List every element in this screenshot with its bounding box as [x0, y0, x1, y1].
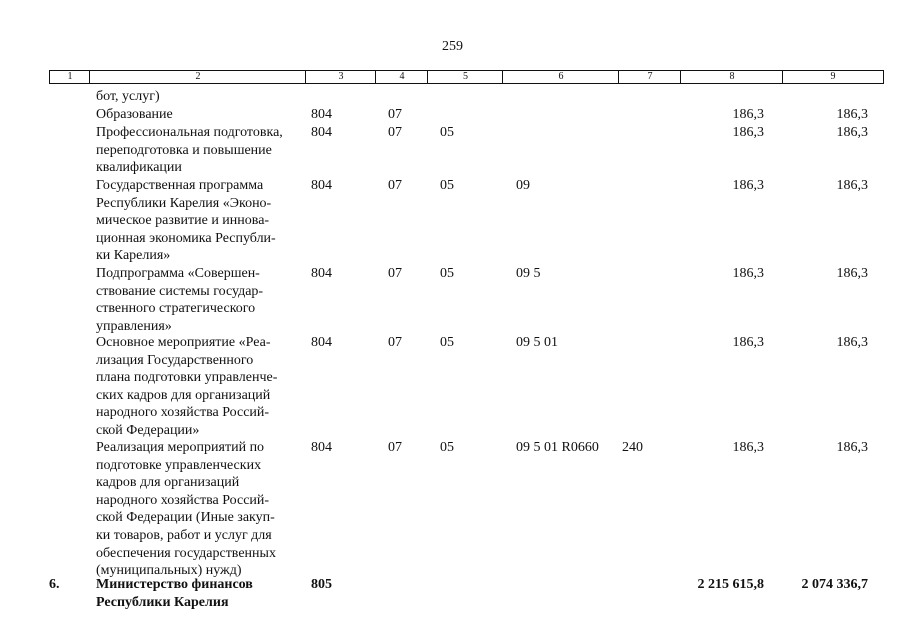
item-name-line: управления» — [96, 318, 172, 334]
row-number: 6. — [49, 577, 60, 592]
ministry-code: 804 — [311, 125, 332, 140]
item-name-line: народного хозяйства Россий- — [96, 405, 270, 421]
item-name-line: (муниципальных) нужд) — [96, 563, 242, 579]
subsection-code: 05 — [440, 178, 454, 193]
item-name — [96, 106, 306, 124]
ministry-code: 804 — [311, 178, 332, 193]
header-col-5: 5 — [427, 70, 503, 84]
ministry-code: 804 — [311, 107, 332, 122]
item-name-line: подготовке управленческих — [96, 457, 262, 473]
item-name — [96, 88, 306, 106]
header-col-4: 4 — [375, 70, 428, 84]
item-name-line: ки Карелия» — [96, 248, 171, 264]
item-name — [96, 576, 306, 611]
section-code: 07 — [388, 266, 402, 281]
amount-col-8: 186,3 — [732, 335, 764, 350]
amount-col-9: 186,3 — [836, 125, 868, 140]
ministry-code: 804 — [311, 266, 332, 281]
item-name — [96, 124, 306, 177]
subsection-code: 05 — [440, 440, 454, 455]
item-name-line: народного хозяйства Россий- — [96, 492, 270, 508]
amount-col-9: 186,3 — [836, 266, 868, 281]
section-code: 07 — [388, 335, 402, 350]
item-name-line: Подпрограмма «Совершен- — [96, 266, 260, 281]
header-col-8: 8 — [680, 70, 783, 84]
header-col-3: 3 — [305, 70, 376, 84]
header-col-2: 2 — [89, 70, 306, 84]
item-name-line: Основное мероприятие «Реа- — [96, 335, 271, 350]
section-code: 07 — [388, 125, 402, 140]
item-name-line: обеспечения государственных — [96, 545, 276, 561]
section-code: 07 — [388, 178, 402, 193]
ministry-code: 805 — [311, 577, 332, 592]
amount-col-8: 186,3 — [732, 125, 764, 140]
header-col-6: 6 — [502, 70, 619, 84]
page-number: 259 — [442, 39, 463, 54]
item-name-line: Государственная программа — [96, 178, 264, 193]
amount-col-8: 2 215 615,8 — [697, 577, 764, 592]
item-name-line: бот, услуг) — [96, 89, 160, 104]
table-header — [49, 70, 883, 84]
section-code: 07 — [388, 440, 402, 455]
item-name-line: ционная экономика Республи- — [96, 230, 276, 246]
amount-col-8: 186,3 — [732, 107, 764, 122]
amount-col-8: 186,3 — [732, 266, 764, 281]
ministry-code: 804 — [311, 440, 332, 455]
target-article-code: 09 5 — [516, 266, 541, 281]
item-name-line: ки товаров, работ и услуг для — [96, 527, 272, 543]
item-name — [96, 265, 306, 335]
amount-col-9: 186,3 — [836, 107, 868, 122]
item-name-line: Профессиональная подготовка, — [96, 125, 283, 140]
amount-col-9: 2 074 336,7 — [801, 577, 868, 592]
ministry-code: 804 — [311, 335, 332, 350]
subsection-code: 05 — [440, 335, 454, 350]
item-name-line: Республики Карелия «Эконо- — [96, 195, 272, 211]
amount-col-8: 186,3 — [732, 178, 764, 193]
subsection-code: 05 — [440, 125, 454, 140]
item-name-line: плана подготовки управленче- — [96, 370, 278, 386]
item-name-line: Республики Карелия — [96, 594, 229, 610]
item-name-line: лизация Государственного — [96, 352, 254, 368]
item-name-line: ской Федерации» — [96, 422, 200, 438]
item-name-line: Образование — [96, 107, 173, 122]
header-col-9: 9 — [782, 70, 884, 84]
target-article-code: 09 5 01 R0660 — [516, 440, 599, 455]
header-col-7: 7 — [618, 70, 681, 84]
target-article-code: 09 5 01 — [516, 335, 558, 350]
target-article-code: 09 — [516, 178, 530, 193]
item-name-line: переподготовка и повышение — [96, 142, 272, 158]
expense-type-code: 240 — [622, 440, 643, 455]
item-name-line: мическое развитие и иннова- — [96, 213, 270, 229]
item-name — [96, 439, 306, 580]
section-code: 07 — [388, 107, 402, 122]
header-col-1: 1 — [49, 70, 90, 84]
item-name-line: Министерство финансов — [96, 577, 253, 592]
item-name-line: квалификации — [96, 160, 182, 176]
item-name-line: ствование системы государ- — [96, 283, 264, 299]
item-name-line: ственного стратегического — [96, 301, 256, 317]
item-name — [96, 177, 306, 265]
item-name — [96, 334, 306, 440]
item-name-line: кадров для организаций — [96, 475, 240, 491]
amount-col-8: 186,3 — [732, 440, 764, 455]
item-name-line: ских кадров для организаций — [96, 387, 271, 403]
item-name-line: Реализация мероприятий по — [96, 440, 265, 455]
item-name-line: ской Федерации (Иные закуп- — [96, 510, 275, 526]
amount-col-9: 186,3 — [836, 178, 868, 193]
subsection-code: 05 — [440, 266, 454, 281]
amount-col-9: 186,3 — [836, 335, 868, 350]
amount-col-9: 186,3 — [836, 440, 868, 455]
